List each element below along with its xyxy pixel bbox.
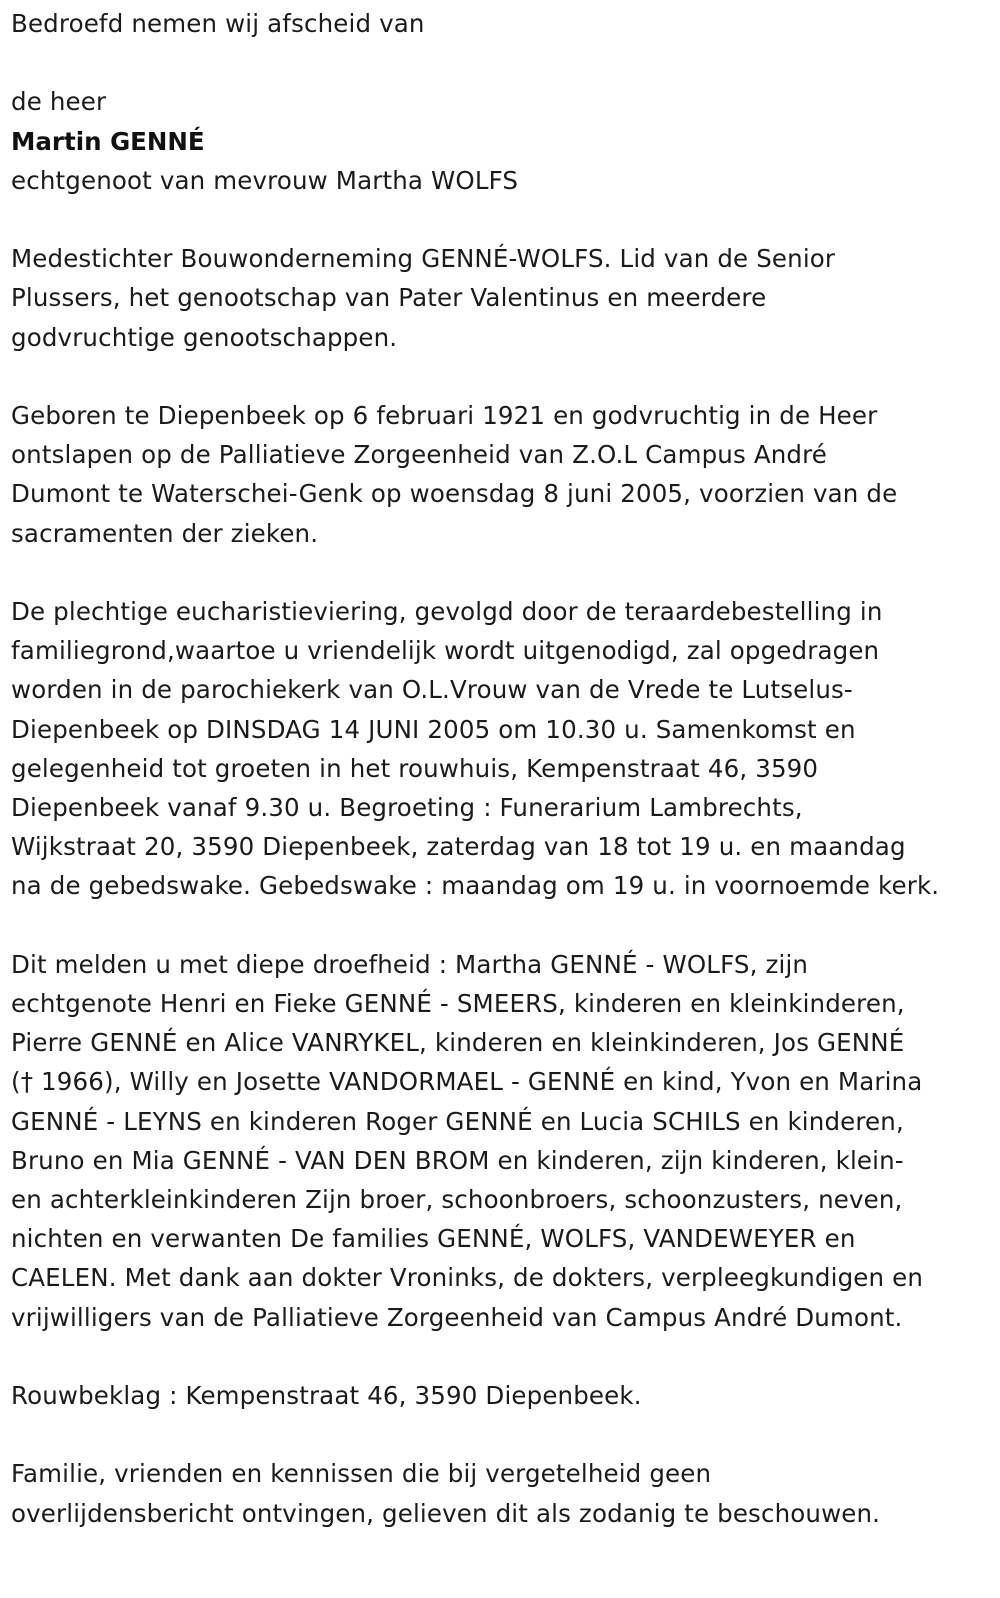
text-line: overlijdensbericht ontvingen, gelieven dit als zodanig te beschouwen. (11, 1498, 881, 1528)
text-line: en achterkleinkinderen Zijn broer, schoonbroers, schoonzusters, neven, (11, 1185, 903, 1215)
condolence-address: Rouwbeklag : Kempenstraat 46, 3590 Diepenbeek. (11, 1381, 642, 1411)
text-line: Geboren te Diepenbeek op 6 februari 1921 en godvruchtig in de Heer (11, 400, 878, 430)
text-line: Diepenbeek op DINSDAG 14 JUNI 2005 om 10.30 u. Samenkomst en (11, 714, 856, 744)
obituary-notice (11, 4, 991, 1533)
text-line: familiegrond,waartoe u vriendelijk wordt uitgenodigd, zal opgedragen (11, 636, 880, 666)
spacer (11, 906, 991, 945)
text-line: († 1966), Willy en Josette VANDORMAEL - GENNÉ en kind, Yvon en Marina (11, 1067, 923, 1097)
spacer (11, 200, 991, 239)
text-line: vrijwilligers van de Palliatieve Zorgeenheid van Campus André Dumont. (11, 1302, 903, 1332)
spacer (11, 43, 991, 82)
affiliations-paragraph (11, 239, 991, 357)
ceremony-paragraph (11, 592, 991, 906)
spacer (11, 553, 991, 592)
honorific: de heer (11, 87, 107, 117)
text-line: godvruchtige genootschappen. (11, 322, 398, 352)
text-line: echtgenote Henri en Fieke GENNÉ - SMEERS, kinderen en kleinkinderen, (11, 989, 905, 1018)
text-line: Diepenbeek vanaf 9.30 u. Begroeting : Funerarium Lambrechts, (11, 793, 803, 822)
text-line: De plechtige eucharistieviering, gevolgd door de teraardebestelling in (11, 596, 883, 626)
text-line: Bruno en Mia GENNÉ - VAN DEN BROM en kinderen, zijn kinderen, klein- (11, 1145, 904, 1175)
text-line: Dumont te Waterschei-Genk op woensdag 8 juni 2005, voorzien van de (11, 479, 898, 509)
text-line: Medestichter Bouwonderneming GENNÉ-WOLFS. Lid van de Senior (11, 244, 836, 274)
spacer (11, 1415, 991, 1454)
spacer (11, 357, 991, 396)
intro-line: Bedroefd nemen wij afscheid van (11, 9, 425, 38)
text-line: Pierre GENNÉ en Alice VANRYKEL, kinderen en kleinkinderen, Jos GENNÉ (11, 1028, 905, 1058)
text-line: Plussers, het genootschap van Pater Valentinus en meerdere (11, 283, 767, 313)
spacer (11, 1337, 991, 1376)
text-line: na de gebedswake. Gebedswake : maandag om 19 u. in voornoemde kerk. (11, 871, 940, 901)
text-line: Wijkstraat 20, 3590 Diepenbeek, zaterdag van 18 tot 19 u. en maandag (11, 832, 906, 862)
text-line: GENNÉ - LEYNS en kinderen Roger GENNÉ en Lucia SCHILS en kinderen, (11, 1106, 904, 1136)
spouse-line: echtgenoot van mevrouw Martha WOLFS (11, 165, 519, 195)
text-line: Dit melden u met diepe droefheid : Martha GENNÉ - WOLFS, zijn (11, 949, 809, 979)
closing-paragraph (11, 1454, 991, 1532)
text-line: ontslapen op de Palliatieve Zorgeenheid van Z.O.L Campus André (11, 440, 828, 470)
birth-death-paragraph (11, 396, 991, 553)
text-line: worden in de parochiekerk van O.L.Vrouw van de Vrede te Lutselus- (11, 675, 853, 705)
text-line: gelegenheid tot groeten in het rouwhuis, Kempenstraat 46, 3590 (11, 753, 819, 783)
text-line: Familie, vrienden en kennissen die bij vergetelheid geen (11, 1459, 712, 1489)
family-paragraph (11, 945, 991, 1337)
text-line: CAELEN. Met dank aan dokter Vroninks, de dokters, verpleegkundigen en (11, 1263, 924, 1293)
text-line: sacramenten der zieken. (11, 518, 319, 548)
deceased-name: Martin GENNÉ (11, 126, 205, 156)
text-line: nichten en verwanten De families GENNÉ, WOLFS, VANDEWEYER en (11, 1224, 856, 1254)
